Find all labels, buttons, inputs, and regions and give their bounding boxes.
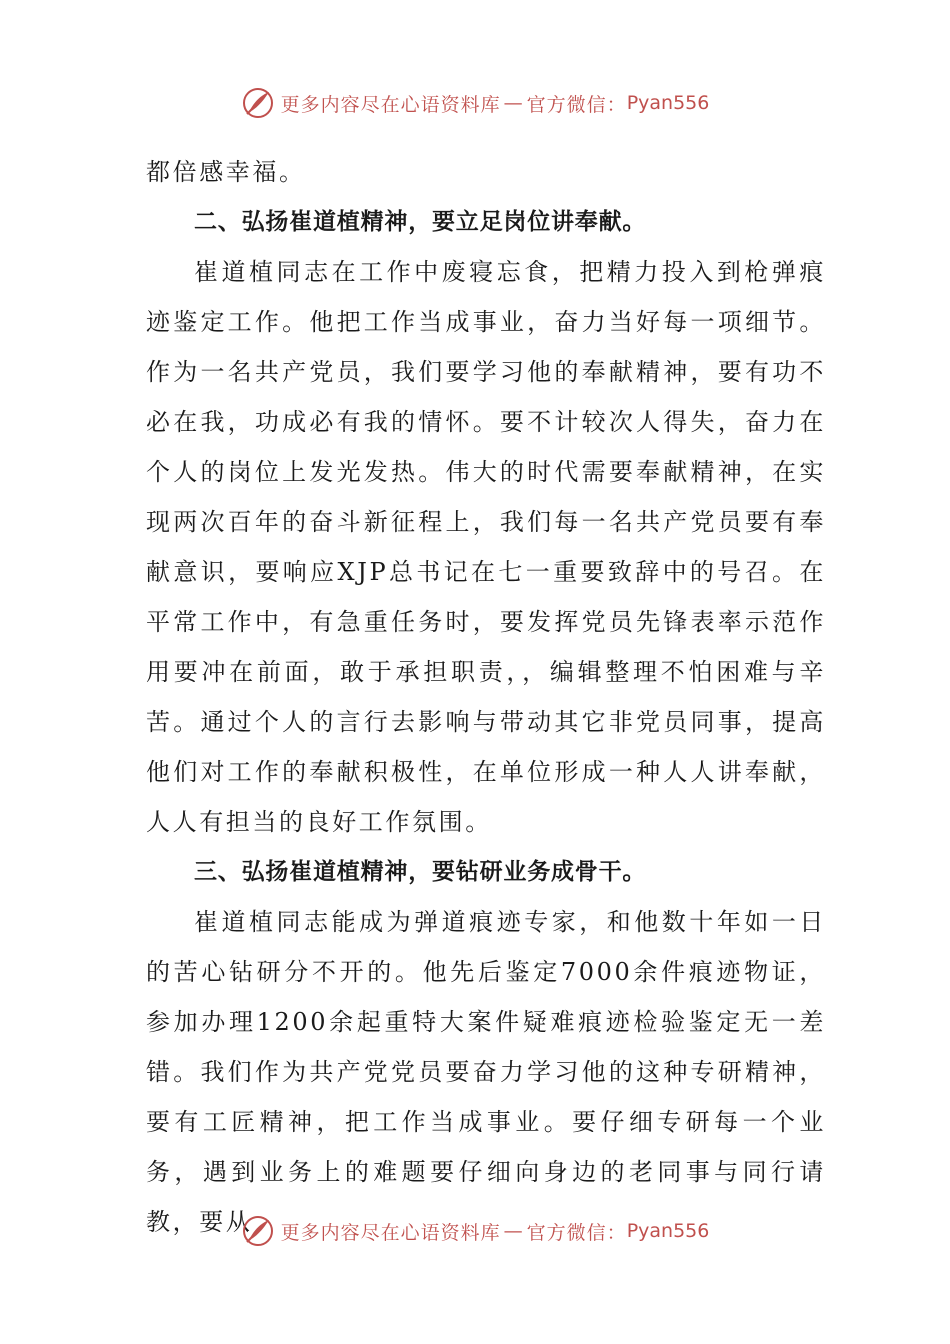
watermark-wechat-id: Pyan556 — [626, 92, 710, 114]
watermark-separator: — — [503, 92, 524, 114]
header-watermark — [0, 83, 950, 123]
section-3-paragraph: 崔道植同志能成为弹道痕迹专家，和他数十年如一日的苦心钻研分不开的。他先后鉴定7000余件痕迹物证，参加办理1200余起重特大案件疑难痕迹检验鉴定无一差错。我们作为共产党党员要奋力学习他的这种专研精神，要有工匠精神，把工作当成事业。要仔细专研每一个业务，遇到业务上的难题要仔细向身边的老同事与同行请教，要从 — [146, 908, 826, 1236]
continuation-text: 都倍感幸福。 — [146, 158, 306, 186]
watermark-site-text: 更多内容尽在心语资料库 — [280, 1221, 501, 1244]
watermark-site-text: 更多内容尽在心语资料库 — [280, 93, 501, 116]
watermark-wechat-id: Pyan556 — [626, 1220, 710, 1242]
document-body — [146, 147, 826, 1247]
quill-pen-logo-icon — [241, 1214, 275, 1248]
section-3-heading: 三、弘扬崔道植精神，要钻研业务成骨干。 — [194, 859, 647, 885]
footer-watermark — [0, 1211, 950, 1251]
quill-pen-logo-icon — [241, 86, 275, 120]
section-2-paragraph: 崔道植同志在工作中废寝忘食，把精力投入到枪弹痕迹鉴定工作。他把工作当成事业，奋力当好每一项细节。作为一名共产党员，我们要学习他的奉献精神，要有功不必在我，功成必有我的情怀。要不计较次人得失，奋力在个人的岗位上发光发热。伟大的时代需要奉献精神，在实现两次百年的奋斗新征程上，我们每一名共产党员要有奉献意识，要响应XJP总书记在七一重要致辞中的号召。在平常工作中，有急重任务时，要发挥党员先锋表率示范作用要冲在前面，敢于承担职责，，编辑整理不怕困难与辛苦。通过个人的言行去影响与带动其它非党员同事，提高他们对工作的奉献积极性，在单位形成一种人人讲奉献，人人有担当的良好工作氛围。 — [146, 258, 826, 836]
watermark-wechat-label: 官方微信： — [526, 1221, 627, 1244]
section-2-heading: 二、弘扬崔道植精神，要立足岗位讲奉献。 — [194, 209, 647, 235]
watermark-wechat-label: 官方微信： — [526, 93, 627, 116]
watermark-separator: — — [503, 1220, 524, 1242]
